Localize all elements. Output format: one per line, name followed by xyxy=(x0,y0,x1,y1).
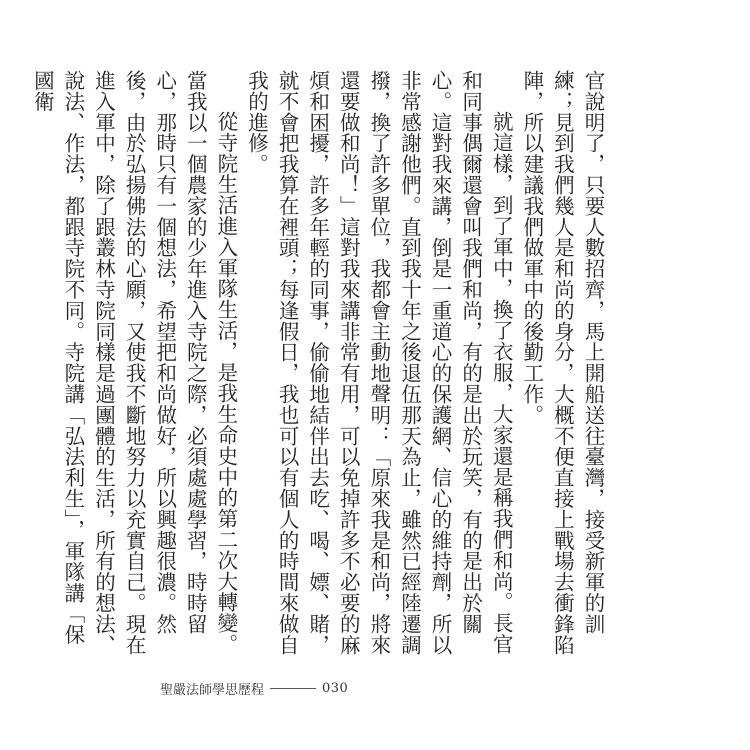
paragraph-1: 官說明了，只要人數招齊，馬上開船送往臺灣，接受新軍的訓練；見到我們幾人是和尚的身分，大概不便直接上戰場去衝鋒陷陣，所以建議我們做軍中的後勤工作。 xyxy=(519,70,605,656)
paragraph-3: 從寺院生活進入軍隊生活，是我生命史中的第二次大轉變。當我以一個農家的少年進入寺院之際，必須處處學習，時時留心，那時只有一個想法，希望把和尚做好，所以興趣很濃。然後，由於弘揚佛法的心願，又使我不斷地努力以充實自己。現在進入軍中，除了跟叢林寺院同樣是過團體的生活，所有的想法、說法、作法，都跟寺院不同。寺院講「弘法利生」，軍隊講「保國衛 xyxy=(30,70,238,656)
paragraph-2: 就這樣，到了軍中，換了衣服，大家還是稱我們和尚。長官和同事偶爾還會叫我們和尚，有的是出於玩笑，有的是出於關心。這對我來講，倒是一重道心的保護網、信心的維持劑，所以非常感謝他們。直到我十年之後退伍那天為止，雖然已經陸遷調撥，換了許多單位，我都會主動地聲明：「原來我是和尚，將來還要做和尚！」這對我來講非常有用，可以免掉許多不必要的麻煩和困擾，許多年輕的同事，偷偷地結伴出去吃、喝、嫖、賭，就不會把我算在裡頭；每逢假日，我也可以有個人的時間來做自我的進修。 xyxy=(244,70,514,656)
page-footer xyxy=(160,678,420,698)
footer-rule xyxy=(270,688,316,689)
book-title: 聖嚴法師學思歷程 xyxy=(160,682,265,698)
vertical-text-block xyxy=(30,70,608,660)
page-number: 030 xyxy=(322,680,349,696)
